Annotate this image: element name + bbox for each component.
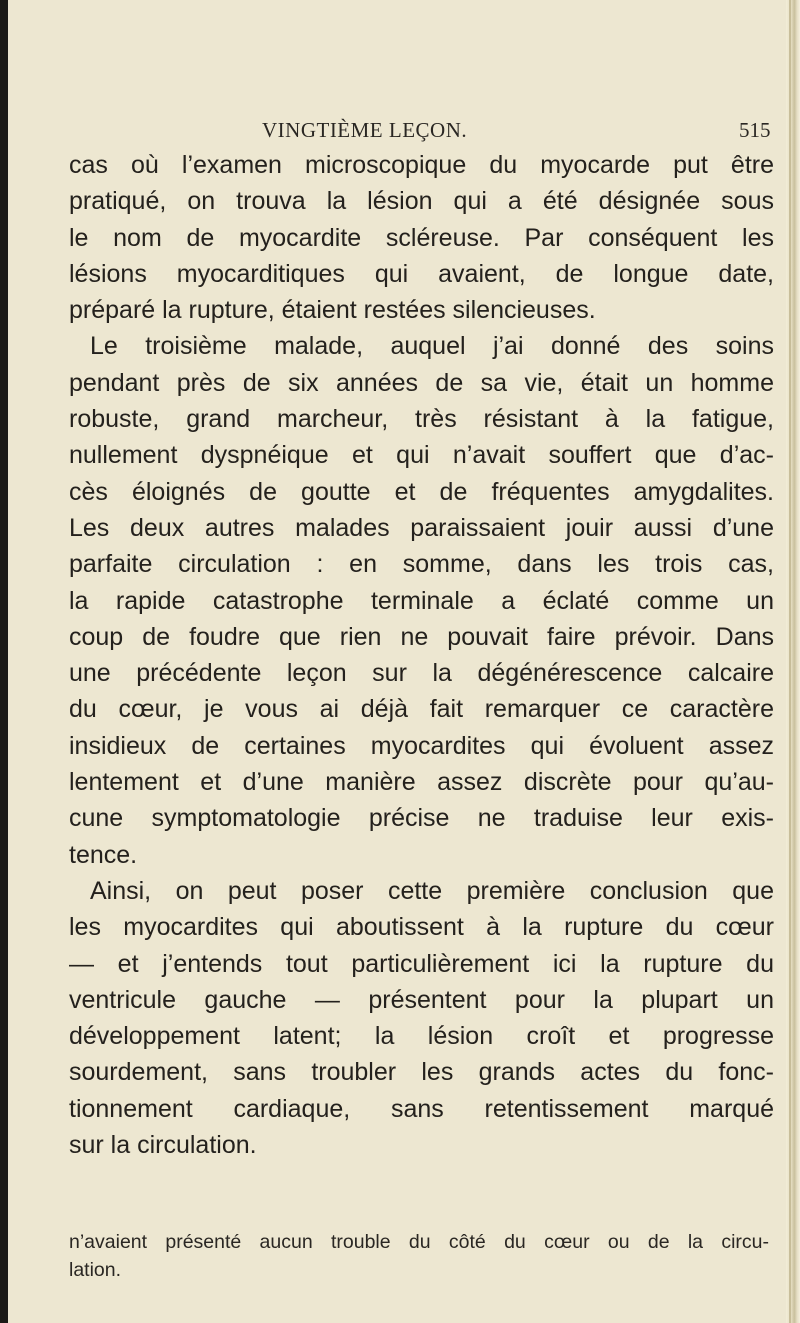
text-line: — et j’entends tout particulièrement ici la rupture du [69, 949, 774, 978]
running-title: VINGTIÈME LEÇON. [262, 118, 468, 142]
text-line: Ainsi, on peut poser cette première conclusion que [90, 876, 774, 905]
footnote-line: lation. [69, 1259, 122, 1281]
text-line: sourdement, sans troubler les grands actes du fonc- [69, 1058, 774, 1087]
text-line: ventricule gauche — présentent pour la plupart un [69, 985, 774, 1014]
text-line: nullement dyspnéique et qui n’avait souffert que d’ac- [69, 441, 774, 470]
text-line: sur la circulation. [69, 1131, 257, 1160]
footnote-line: n’avaient présenté aucun trouble du côté du cœur ou de la circu- [69, 1231, 769, 1253]
text-line: préparé la rupture, étaient restées silencieuses. [69, 296, 596, 325]
text-line: robuste, grand marcheur, très résistant à la fatigue, [69, 405, 774, 434]
text-line: cès éloignés de goutte et de fréquentes amygdalites. [69, 477, 774, 506]
text-line: tence. [69, 840, 138, 869]
text-line: cas où l’examen microscopique du myocarde put être [69, 151, 774, 179]
text-line: pendant près de six années de sa vie, était un homme [69, 368, 774, 397]
text-line: cune symptomatologie précise ne traduise leur exis- [69, 804, 774, 833]
text-line: tionnement cardiaque, sans retentissement marqué [69, 1094, 774, 1123]
page-binding-line [789, 0, 791, 1323]
footnote [69, 1228, 769, 1284]
body-text [69, 147, 774, 1163]
text-line: pratiqué, on trouva la lésion qui a été désignée sous [69, 187, 774, 216]
text-line: Les deux autres malades paraissaient jouir aussi d’une [69, 513, 774, 542]
text-line: développement latent; la lésion croît et progresse [69, 1022, 774, 1051]
text-line: insidieux de certaines myocardites qui évoluent assez [69, 731, 774, 760]
text-line: coup de foudre que rien ne pouvait faire prévoir. Dans [69, 622, 774, 651]
page-number: 515 [739, 118, 771, 142]
text-line: le nom de myocardite scléreuse. Par conséquent les [69, 223, 774, 252]
text-line: lésions myocarditiques qui avaient, de longue date, [69, 259, 774, 288]
text-line: la rapide catastrophe terminale a éclaté comme un [69, 586, 774, 615]
text-line: du cœur, je vous ai déjà fait remarquer ce caractère [69, 695, 774, 724]
text-line: lentement et d’une manière assez discrète pour qu’au- [69, 768, 774, 797]
text-line: une précédente leçon sur la dégénérescence calcaire [69, 659, 774, 688]
text-line: Le troisième malade, auquel j’ai donné des soins [90, 332, 774, 361]
text-line: les myocardites qui aboutissent à la rupture du cœur [69, 913, 774, 942]
text-line: parfaite circulation : en somme, dans les trois cas, [69, 550, 774, 579]
page-left-edge [0, 0, 8, 1323]
running-header [0, 118, 800, 144]
